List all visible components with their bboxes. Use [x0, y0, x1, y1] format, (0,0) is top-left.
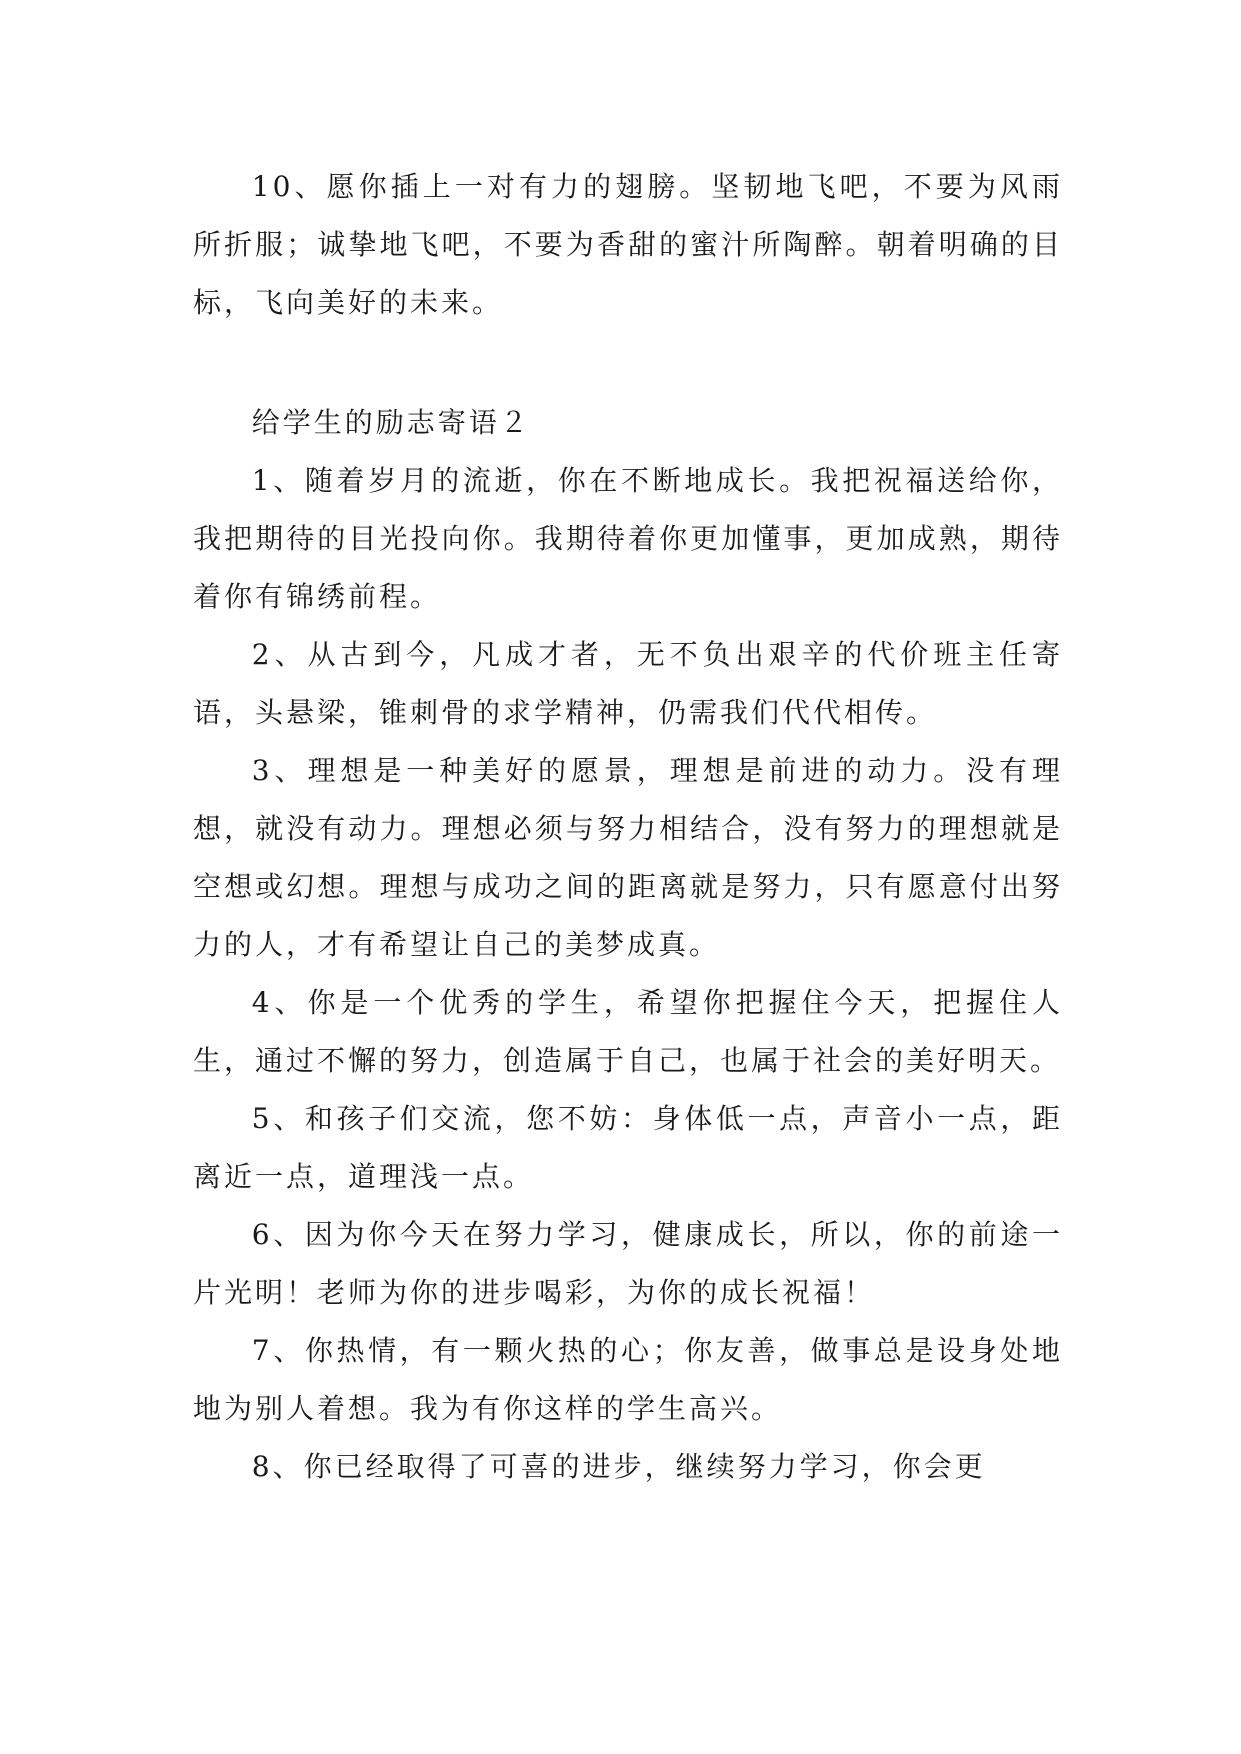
list-item: 3、理想是一种美好的愿景，理想是前进的动力。没有理想，就没有动力。理想必须与努力相结合，没有努力的理想就是空想或幻想。理想与成功之间的距离就是努力，只有愿意付出努力的人，才有希望让自己的美梦成真。	[193, 754, 1063, 961]
intro-paragraph: 10、愿你插上一对有力的翅膀。坚韧地飞吧，不要为风雨所折服；诚挚地飞吧，不要为香甜的蜜汁所陶醉。朝着明确的目标，飞向美好的未来。	[193, 170, 1063, 319]
paragraph-spacer	[193, 332, 1063, 394]
list-item: 5、和孩子们交流，您不妨：身体低一点，声音小一点，距离近一点，道理浅一点。	[193, 1102, 1063, 1193]
list-item: 8、你已经取得了可喜的进步，继续努力学习，你会更	[251, 1450, 986, 1483]
list-item: 6、因为你今天在努力学习，健康成长，所以，你的前途一片光明！老师为你的进步喝彩，为你的成长祝福！	[193, 1218, 1063, 1309]
document-body	[193, 158, 1063, 1496]
list-item: 1、随着岁月的流逝，你在不断地成长。我把祝福送给你，我把期待的目光投向你。我期待着你更加懂事，更加成熟，期待着你有锦绣前程。	[193, 464, 1063, 613]
list-item: 7、你热情，有一颗火热的心；你友善，做事总是设身处地地为别人着想。我为有你这样的学生高兴。	[193, 1334, 1063, 1425]
list-item: 2、从古到今，凡成才者，无不负出艰辛的代价班主任寄语，头悬梁，锥刺骨的求学精神，仍需我们代代相传。	[193, 638, 1063, 729]
section-title: 给学生的励志寄语２	[251, 406, 531, 439]
list-item: 4、你是一个优秀的学生，希望你把握住今天，把握住人生，通过不懈的努力，创造属于自己，也属于社会的美好明天。	[193, 986, 1063, 1077]
